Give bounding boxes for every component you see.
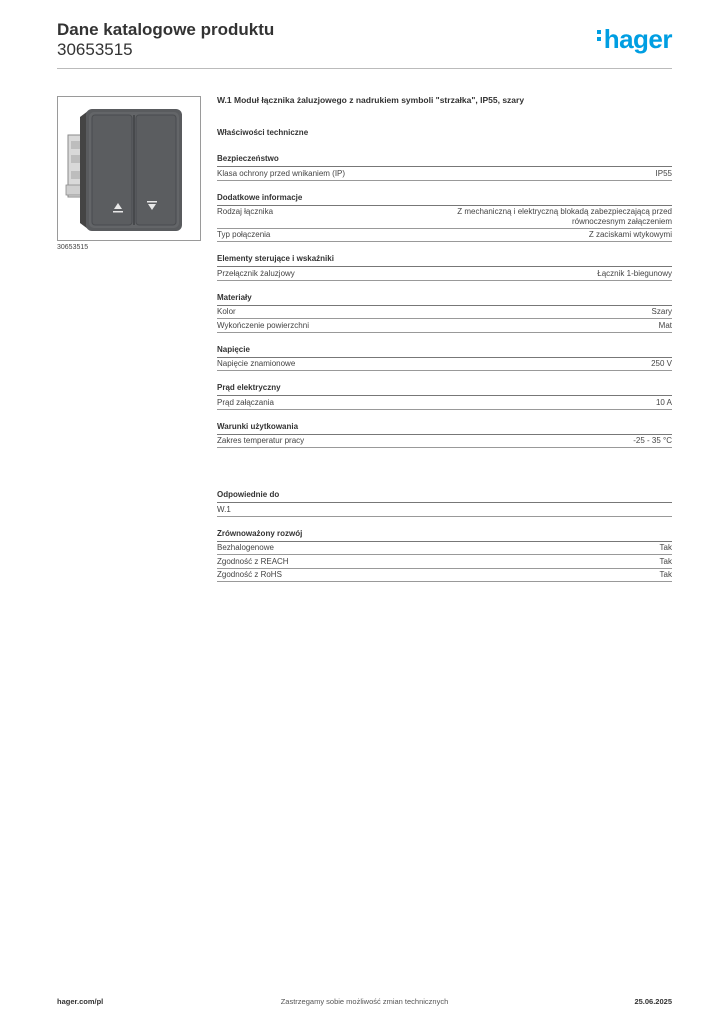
spec-row bbox=[217, 267, 672, 281]
spec-value bbox=[402, 321, 672, 331]
spec-label: Napięcie znamionowe bbox=[217, 359, 296, 368]
section-title: Elementy sterujące i wskaźniki bbox=[217, 254, 672, 267]
page-header bbox=[57, 20, 672, 70]
spec-value bbox=[402, 307, 672, 317]
spec-label: W.1 bbox=[217, 504, 231, 514]
product-number: 30653515 bbox=[57, 40, 133, 59]
image-caption: 30653515 bbox=[57, 244, 89, 251]
spec-label: Typ połączenia bbox=[217, 230, 271, 239]
footer-website[interactable]: hager.com/pl bbox=[57, 997, 104, 1006]
product-name: W.1 Moduł łącznika żaluzjowego z nadrukiem symboli "strzałka", IP55, szary bbox=[217, 95, 525, 105]
logo-dots-icon bbox=[597, 27, 602, 44]
spec-section bbox=[217, 345, 672, 372]
spec-section bbox=[217, 383, 672, 410]
spec-value bbox=[402, 230, 672, 240]
section-title: Odpowiednie do bbox=[217, 490, 672, 503]
spec-value-line: Tak bbox=[659, 556, 672, 566]
spec-row bbox=[217, 167, 672, 181]
spec-label: Klasa ochrony przed wnikaniem (IP) bbox=[217, 168, 346, 178]
spec-row bbox=[217, 306, 672, 320]
spec-value bbox=[402, 505, 672, 515]
spec-label: Bezhalogenowe bbox=[217, 543, 274, 552]
section-title: Dodatkowe informacje bbox=[217, 193, 672, 206]
spec-row bbox=[217, 229, 672, 243]
spec-section bbox=[217, 490, 672, 517]
spec-row bbox=[217, 358, 672, 372]
spec-value-line: 250 V bbox=[651, 359, 672, 368]
spec-row bbox=[217, 569, 672, 583]
spec-value-line: Z zaciskami wtykowymi bbox=[588, 230, 672, 239]
spec-value-line: Szary bbox=[651, 307, 672, 316]
spec-value-line: Łącznik 1-biegunowy bbox=[597, 268, 672, 278]
spec-value-line: równoczesnym załączeniem bbox=[571, 216, 672, 226]
spec-value-line: 10 A bbox=[655, 397, 672, 407]
page-title: Dane katalogowe produktu bbox=[57, 20, 275, 39]
spec-row bbox=[217, 319, 672, 333]
spec-row bbox=[217, 542, 672, 556]
spec-label: Prąd załączania bbox=[217, 397, 274, 407]
section-title: Prąd elektryczny bbox=[217, 383, 672, 396]
spec-label: Zakres temperatur pracy bbox=[217, 436, 305, 445]
spec-value-line: Tak bbox=[659, 543, 672, 552]
spec-row bbox=[217, 503, 672, 517]
spec-section bbox=[217, 422, 672, 449]
section-title: Zrównoważony rozwój bbox=[217, 529, 672, 542]
roller-shutter-switch-icon bbox=[58, 97, 200, 240]
spec-label: Przełącznik żaluzjowy bbox=[217, 268, 295, 278]
spec-value-line: IP55 bbox=[655, 168, 672, 178]
spec-value bbox=[402, 436, 672, 446]
spec-label: Kolor bbox=[217, 307, 236, 316]
spec-value bbox=[402, 543, 672, 553]
extra-sections bbox=[217, 490, 672, 582]
spec-value bbox=[402, 570, 672, 580]
spec-value bbox=[402, 359, 672, 369]
spec-value-line: Mat bbox=[658, 320, 672, 330]
spec-section bbox=[217, 254, 672, 281]
spec-section bbox=[217, 193, 672, 243]
spec-row bbox=[217, 555, 672, 569]
footer-disclaimer: Zastrzegamy sobie możliwość zmian technicznych bbox=[280, 997, 449, 1006]
spec-row bbox=[217, 435, 672, 449]
spec-section bbox=[217, 293, 672, 333]
footer-date: 25.06.2025 bbox=[634, 997, 672, 1006]
product-image bbox=[57, 96, 201, 241]
spec-sections bbox=[217, 154, 672, 448]
logo-text: hager bbox=[603, 24, 672, 54]
spec-row bbox=[217, 396, 672, 410]
section-title: Warunki użytkowania bbox=[217, 422, 672, 435]
spec-value-line: Z mechaniczną i elektryczną blokadą zabezpieczającą przed bbox=[457, 207, 672, 216]
header-divider bbox=[57, 68, 672, 69]
spec-section bbox=[217, 529, 672, 583]
spec-value bbox=[402, 169, 672, 179]
section-title: Napięcie bbox=[217, 345, 672, 358]
spec-value bbox=[402, 207, 672, 226]
spec-label: Zgodność z REACH bbox=[217, 556, 289, 566]
spec-value bbox=[402, 557, 672, 567]
hager-logo bbox=[597, 24, 672, 55]
spec-value-line: Tak bbox=[659, 570, 672, 579]
spec-label: Rodzaj łącznika bbox=[217, 207, 274, 216]
spec-label: Wykończenie powierzchni bbox=[217, 320, 309, 330]
spec-value bbox=[402, 398, 672, 408]
spec-value-line: -25 - 35 °C bbox=[633, 436, 672, 445]
spec-section bbox=[217, 154, 672, 181]
section-title: Bezpieczeństwo bbox=[217, 154, 672, 167]
spec-content bbox=[217, 94, 672, 582]
tech-properties-heading: Właściwości techniczne bbox=[217, 128, 309, 137]
spec-value bbox=[402, 269, 672, 279]
section-title: Materiały bbox=[217, 293, 672, 306]
spec-row bbox=[217, 206, 672, 229]
spec-label: Zgodność z RoHS bbox=[217, 570, 282, 579]
